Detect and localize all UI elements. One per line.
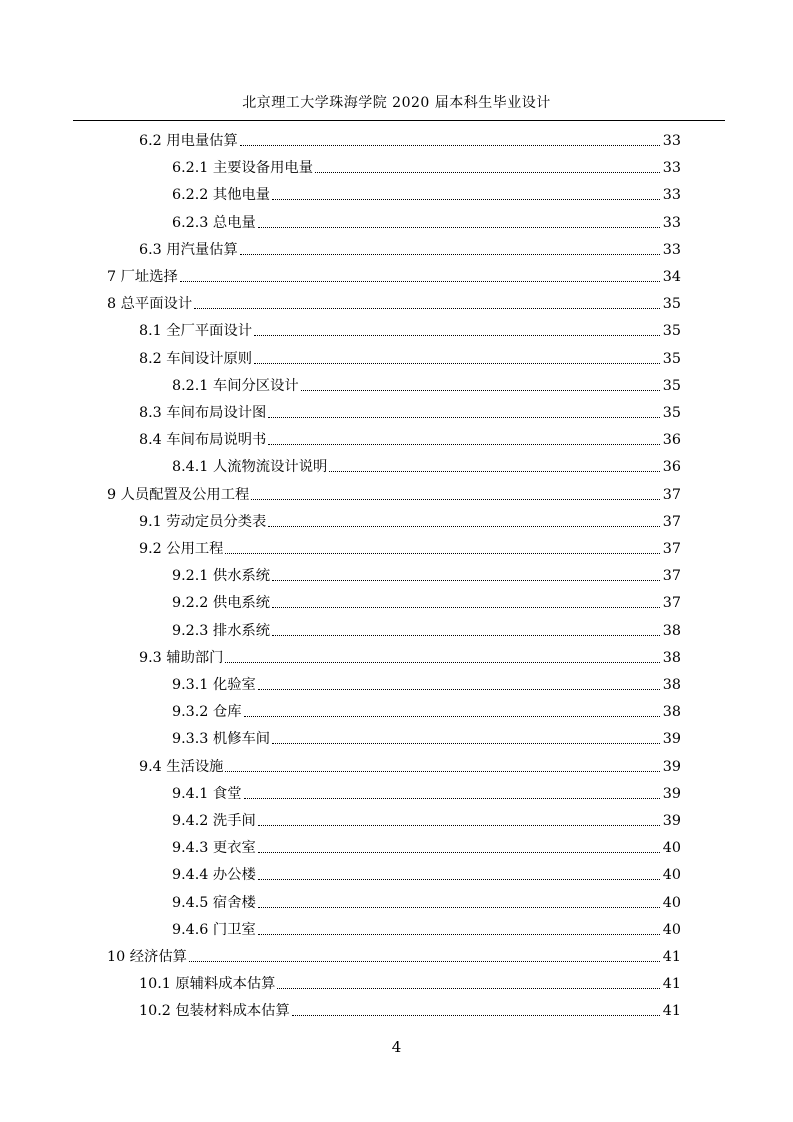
toc-entry-title: 6.2.3 总电量	[172, 214, 256, 231]
toc-entry[interactable]	[139, 314, 681, 341]
toc-dot-leader	[268, 444, 659, 445]
toc-entry[interactable]	[139, 994, 681, 1021]
toc-dot-leader	[258, 852, 660, 853]
toc-entry-title: 9.3.2 仓库	[172, 704, 242, 721]
toc-entry-title: 9.4 生活设施	[139, 758, 224, 775]
toc-entry[interactable]	[139, 423, 681, 450]
toc-entry-title: 8.2 车间设计原则	[139, 350, 253, 367]
toc-entry-page: 38	[662, 622, 681, 639]
toc-dot-leader	[301, 390, 660, 391]
toc-entry-title: 9.1 劳动定员分类表	[139, 513, 267, 530]
toc-entry[interactable]	[172, 804, 681, 831]
toc-entry-title: 9.2.3 排水系统	[172, 622, 271, 639]
toc-entry[interactable]	[139, 124, 681, 151]
toc-dot-leader	[258, 825, 660, 826]
toc-dot-leader	[258, 934, 660, 935]
toc-entry[interactable]	[139, 233, 681, 260]
toc-entry-title: 9.4.6 门卫室	[172, 921, 256, 938]
toc-dot-leader	[225, 662, 659, 663]
toc-entry-title: 6.2.1 主要设备用电量	[172, 160, 313, 177]
toc-entry-page: 37	[662, 541, 681, 557]
toc-dot-leader	[240, 254, 660, 255]
toc-entry-page: 41	[662, 949, 681, 965]
toc-entry[interactable]	[172, 559, 681, 586]
toc-entry-page: 40	[662, 840, 681, 857]
toc-dot-leader	[254, 363, 660, 364]
toc-dot-leader	[225, 553, 659, 554]
toc-entry-title: 8.4 车间布局说明书	[139, 432, 267, 449]
toc-entry-title: 6.2 用电量估算	[139, 133, 238, 149]
toc-entry-title: 8.2.1 车间分区设计	[172, 377, 299, 394]
toc-dot-leader	[272, 580, 660, 581]
toc-entry-page: 35	[662, 296, 681, 313]
toc-entry-page: 33	[662, 214, 681, 231]
header-divider	[73, 120, 725, 121]
toc-entry-page: 36	[662, 432, 681, 449]
toc-entry-title: 9.3.3 机修车间	[172, 731, 271, 748]
toc-dot-leader	[258, 227, 660, 228]
toc-dot-leader	[277, 988, 659, 989]
toc-entry[interactable]	[107, 260, 681, 287]
toc-entry[interactable]	[172, 450, 681, 477]
toc-entry-page: 37	[662, 568, 681, 585]
toc-entry[interactable]	[139, 342, 681, 369]
toc-entry[interactable]	[139, 505, 681, 532]
toc-entry[interactable]	[172, 886, 681, 913]
toc-entry-title: 9.4.2 洗手间	[172, 813, 256, 829]
toc-dot-leader	[244, 798, 660, 799]
toc-dot-leader	[258, 879, 660, 880]
toc-entry-page: 35	[662, 377, 681, 394]
toc-entry-title: 9.3 辅助部门	[139, 649, 224, 666]
toc-entry-page: 37	[662, 486, 681, 503]
toc-entry[interactable]	[172, 178, 681, 205]
page-header: 北京理工大学珠海学院 2020 届本科生毕业设计	[242, 95, 551, 111]
toc-entry-page: 37	[662, 595, 681, 612]
toc-entry-title: 9.2.1 供水系统	[172, 568, 271, 585]
toc-dot-leader	[258, 689, 660, 690]
toc-entry-page: 33	[662, 133, 681, 149]
toc-entry-page: 35	[662, 405, 681, 421]
toc-entry-page: 33	[662, 187, 681, 204]
toc-entry-title: 9.4.5 宿舍楼	[172, 894, 256, 911]
toc-entry[interactable]	[139, 967, 681, 994]
toc-dot-leader	[194, 308, 660, 309]
toc-entry-page: 33	[662, 241, 681, 258]
toc-entry-title: 9.4.4 办公楼	[172, 867, 256, 884]
toc-dot-leader	[272, 607, 660, 608]
toc-entry-page: 39	[662, 813, 681, 829]
toc-entry[interactable]	[172, 151, 681, 178]
toc-entry-title: 8 总平面设计	[107, 296, 193, 313]
toc-entry-page: 35	[662, 323, 681, 340]
toc-entry-title: 6.2.2 其他电量	[172, 187, 271, 204]
toc-entry[interactable]	[139, 532, 681, 559]
toc-entry-page: 33	[662, 160, 681, 177]
toc-entry-title: 9.2.2 供电系统	[172, 595, 271, 612]
toc-dot-leader	[272, 635, 660, 636]
toc-entry[interactable]	[172, 777, 681, 804]
toc-entry[interactable]	[172, 913, 681, 940]
toc-dot-leader	[268, 417, 659, 418]
toc-entry[interactable]	[107, 287, 681, 314]
toc-entry-title: 10.2 包装材料成本估算	[139, 1003, 290, 1020]
toc-dot-leader	[258, 907, 660, 908]
toc-entry[interactable]	[172, 695, 681, 722]
toc-entry-page: 41	[662, 1003, 681, 1020]
toc-entry[interactable]	[172, 668, 681, 695]
toc-dot-leader	[272, 743, 660, 744]
toc-entry-page: 40	[662, 894, 681, 911]
toc-dot-leader	[244, 716, 660, 717]
toc-dot-leader	[292, 1015, 660, 1016]
toc-entry-page: 40	[662, 921, 681, 938]
toc-entry[interactable]	[107, 478, 681, 505]
toc-dot-leader	[251, 499, 659, 500]
toc-entry-page: 40	[662, 867, 681, 884]
toc-entry[interactable]	[139, 396, 681, 423]
toc-entry-title: 8.4.1 人流物流设计说明	[172, 459, 328, 476]
toc-entry-page: 34	[662, 269, 681, 285]
toc-entry-page: 37	[662, 513, 681, 530]
toc-entry[interactable]	[172, 369, 681, 396]
toc-entry-page: 39	[662, 758, 681, 775]
toc-entry-title: 9.2 公用工程	[139, 541, 224, 557]
toc-entry[interactable]	[172, 858, 681, 885]
toc-dot-leader	[329, 471, 660, 472]
toc-entry-page: 38	[662, 704, 681, 721]
toc-dot-leader	[268, 526, 659, 527]
toc-entry-title: 6.3 用汽量估算	[139, 241, 238, 258]
toc-entry-title: 9.3.1 化验室	[172, 677, 256, 693]
toc-entry[interactable]	[172, 586, 681, 613]
toc-dot-leader	[272, 199, 660, 200]
toc-entry-page: 39	[662, 785, 681, 802]
toc-entry[interactable]	[172, 831, 681, 858]
toc-entry[interactable]	[107, 940, 681, 967]
toc-dot-leader	[315, 172, 660, 173]
page-number: 4	[391, 1038, 402, 1056]
toc-entry[interactable]	[172, 614, 681, 641]
toc-dot-leader	[254, 335, 660, 336]
toc-entry-page: 38	[662, 677, 681, 693]
toc-entry-title: 10.1 原辅料成本估算	[139, 976, 276, 993]
toc-dot-leader	[180, 281, 660, 282]
toc-entry-title: 7 厂址选择	[107, 269, 178, 285]
toc-entry-page: 35	[662, 350, 681, 367]
toc-dot-leader	[189, 961, 660, 962]
toc-entry-title: 10 经济估算	[107, 949, 187, 965]
toc-entry[interactable]	[139, 641, 681, 668]
toc-entry[interactable]	[172, 722, 681, 749]
toc-entry-page: 38	[662, 649, 681, 666]
toc-entry[interactable]	[139, 750, 681, 777]
toc-entry-title: 8.3 车间布局设计图	[139, 405, 267, 421]
toc-entry-page: 39	[662, 731, 681, 748]
toc-entry-title: 9.4.1 食堂	[172, 785, 242, 802]
toc-entry-page: 41	[662, 976, 681, 993]
toc-entry-page: 36	[662, 459, 681, 476]
toc-dot-leader	[240, 145, 660, 146]
toc-entry-title: 9 人员配置及公用工程	[107, 486, 250, 503]
toc-entry[interactable]	[172, 206, 681, 233]
toc-entry-title: 9.4.3 更衣室	[172, 840, 256, 857]
toc-dot-leader	[225, 771, 659, 772]
toc-entry-title: 8.1 全厂平面设计	[139, 323, 253, 340]
